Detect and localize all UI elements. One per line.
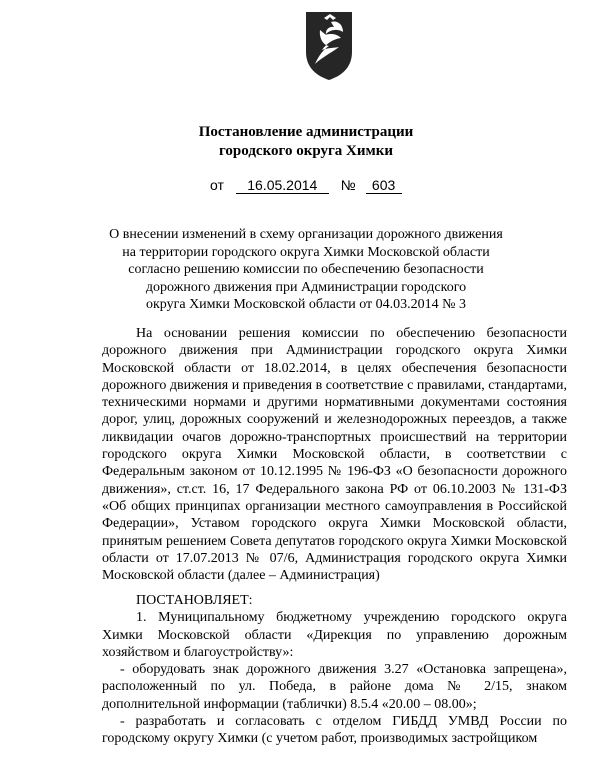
subject-line: О внесении изменений в схему организации дорожного движения xyxy=(109,227,503,242)
date-prefix: от xyxy=(210,177,224,193)
document-number: 603 xyxy=(366,178,402,194)
number-prefix: № xyxy=(340,177,356,193)
preamble-paragraph: На основании решения комиссии по обеспечению безопасности дорожного движения при Администрации городского округа Химки Московской области от 18.02.2014, в целях обеспечения безопасности дорожного движения и приведения в соответствие с правилами, стандартами, техническими нормами и другими нормативными документами состояния дорог, улиц, дорожных сооружений и железнодорожных переездов, а также ликвидации очагов дорожно-транспортных происшествий на территории городского округа Химки Московской области, в соответствии с Федеральным законом от 10.12.1995 № 196-ФЗ «О безопасности дорожного движения», ст.ст. 16, 17 Федерального закона РФ от 06.10.2003 № 131-ФЗ «Об общих принципах организации местного самоуправления в Российской Федерации», Уставом городского округа Химки Московской области, принятым решением Совета депутатов городского округа Химки Московской области от 17.07.2013 № 07/6, Администрация городского округа Химки Московской области (далее – Администрация) xyxy=(102,326,567,584)
preamble-block xyxy=(102,325,567,584)
bullet-paragraph: - разработать и согласовать с отделом ГИБДД УМВД России по городскому округу Химки (с учетом работ, производимых застройщиком xyxy=(102,714,567,747)
subject-line: округа Химки Московской области от 04.03.2014 № 3 xyxy=(146,297,466,313)
decree-block xyxy=(102,592,567,748)
document-date: 16.05.2014 xyxy=(236,178,329,194)
subject-line: на территории городского округа Химки Московской области xyxy=(122,244,490,260)
subject-line: дорожного движения при Администрации городского xyxy=(145,279,467,295)
document-title-line-2: городского округа Химки xyxy=(218,143,394,159)
date-number-line xyxy=(210,177,402,194)
document-title-line-1: Постановление администрации xyxy=(198,124,414,140)
subject-line: согласно решению комиссии по обеспечению безопасности xyxy=(128,262,484,278)
bullet-paragraph: - оборудовать знак дорожного движения 3.27 «Остановка запрещена», расположенный по ул. Победа, в районе дома № 2/15, знаком дополнительной информации (таблички) 8.5.4 «20.00 – 08.00»; xyxy=(102,662,567,712)
document-subject xyxy=(80,226,532,314)
item-1-paragraph: 1. Муниципальному бюджетному учреждению городского округа Химки Московской области «Дирекция по управлению дорожным хозяйством и благоустройству»: xyxy=(102,610,567,660)
coat-of-arms-icon xyxy=(303,8,355,82)
decree-word: ПОСТАНОВЛЯЕТ: xyxy=(136,593,253,608)
